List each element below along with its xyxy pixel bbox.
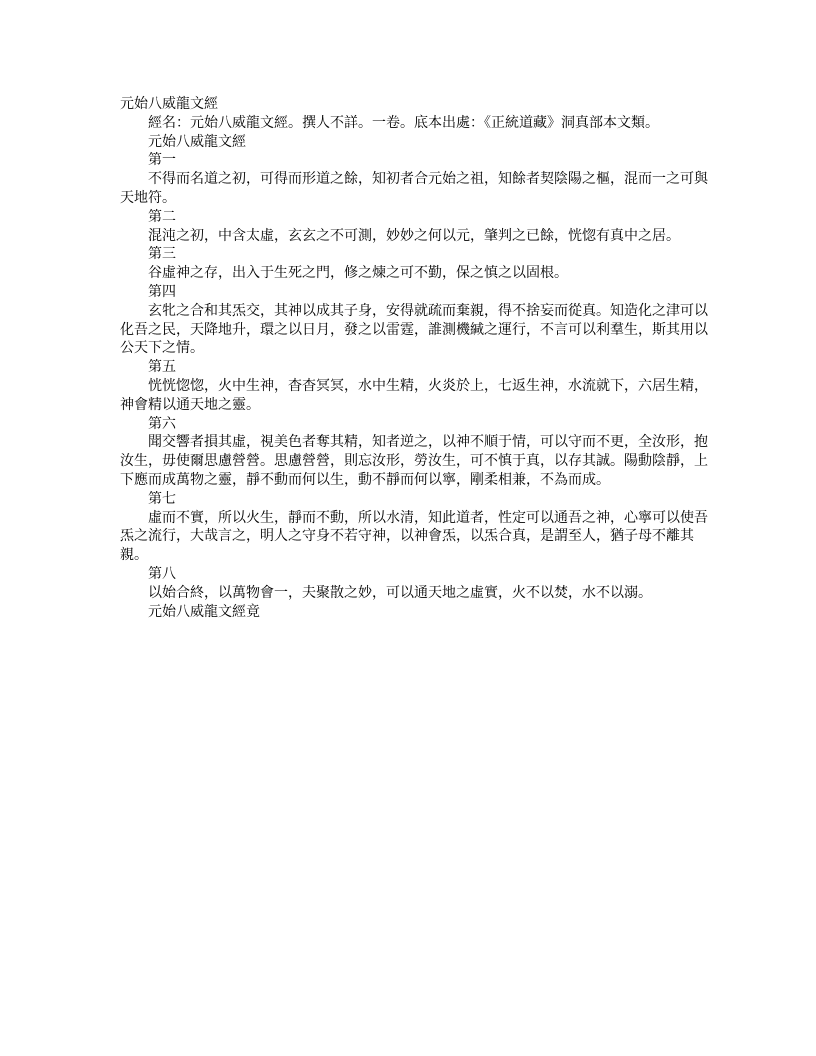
section-text: 不得而名道之初，可得而形道之餘，知初者合元始之祖，知餘者契陰陽之樞，混而一之可與天地符。 [120, 171, 708, 206]
section-text: 虛而不實，所以火生，靜而不動，所以水清，知此道者，性定可以通吾之神，心寧可以使吾炁之流行，大哉言之，明人之守身不若守神，以神會炁，以炁合真，是謂至人，猶子母不離其親。 [120, 509, 708, 564]
document-page [120, 95, 708, 621]
section-text: 以始合終，以萬物會一，夫聚散之妙，可以通天地之虛實，火不以焚，水不以溺。 [148, 584, 652, 601]
document-subtitle: 元始八威龍文經 [148, 133, 246, 150]
section-heading: 第六 [148, 415, 176, 432]
section-text: 恍恍惚惚，火中生神，杳杳冥冥，水中生精，火炎於上，七返生神，水流就下，六居生精，神會精以通天地之靈。 [120, 377, 708, 413]
section-text: 玄牝之合和其炁交，其神以成其子身，安得就疏而棄親，得不捨妄而從真。知造化之津可以化吾之民，天降地升，環之以日月，發之以雷霆，誰測機緘之運行，不言可以利羣生，斯其用以公天下之情。 [120, 302, 708, 357]
document-title: 元始八威龍文經 [120, 96, 218, 112]
section-heading: 第七 [148, 490, 176, 507]
section-text: 混沌之初，中含太虛，玄玄之不可測，妙妙之何以元，肇判之已餘，恍惚有真中之居。 [148, 227, 680, 244]
section-heading: 第五 [148, 359, 176, 376]
document-metadata: 經名：元始八威龍文經。撰人不詳。一卷。底本出處：《正統道藏》洞真部本文類。 [148, 114, 659, 131]
document-ending: 元始八威龍文經竟 [148, 603, 260, 620]
section-heading: 第四 [148, 283, 176, 300]
section-heading: 第二 [148, 208, 176, 225]
section-text: 聞交響者損其虛，視美色者奪其精，知者逆之，以神不順于情，可以守而不更，全汝形，抱汝生，毋使爾思慮營營。思慮營營，則忘汝形，勞汝生，可不慎于真，以存其誠。陽動陰靜，上下應而成萬物之靈，靜不動而何以生，動不靜而何以寧，剛柔相兼，不為而成。 [120, 434, 708, 488]
section-heading: 第八 [148, 565, 176, 582]
section-text: 谷虛神之存，出入于生死之門，修之煉之可不勤，保之慎之以固根。 [148, 265, 568, 282]
section-heading: 第一 [148, 152, 176, 169]
section-heading: 第三 [148, 246, 176, 263]
